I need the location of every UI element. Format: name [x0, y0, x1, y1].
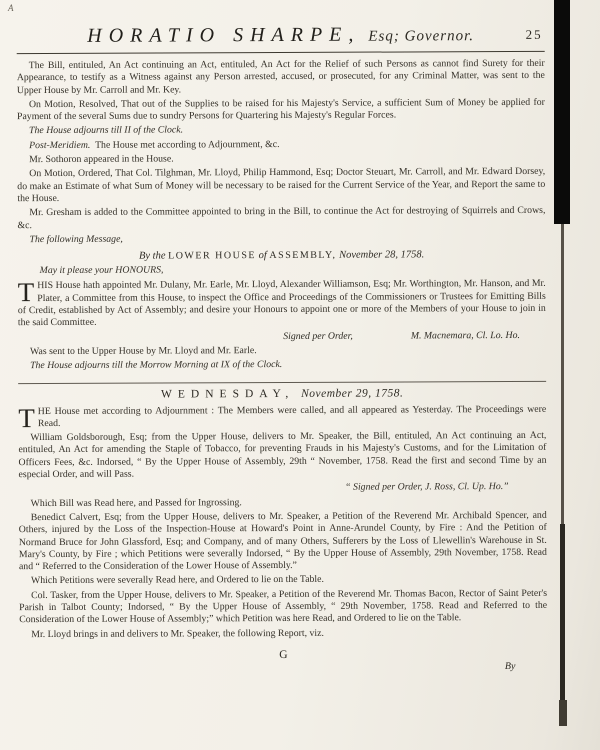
post-meridiem-label: Post-Meridiem. — [29, 139, 91, 151]
paragraph-salutation: May it please your HONOURS, — [39, 264, 164, 277]
paragraph-ingrossing: Which Bill was Read here, and Passed for Ingrossing. — [30, 496, 242, 509]
catchword: By — [504, 660, 516, 672]
paragraph-adjourn-two: The House adjourns till II of the Clock. — [29, 124, 184, 137]
house-met-text: HE House met according to Adjournment : The Members were called, and all appeared as Yesterday. The Proceedings were Read. — [37, 403, 547, 429]
dropcap-initial: T — [18, 402, 35, 433]
governor-title-suffix: Esq; Governor. — [368, 28, 475, 45]
signed-per-order-line-ross: “ Signed per Order, J. Ross, Cl. Up. Ho.” — [345, 481, 509, 494]
signed-per-order-line — [18, 329, 546, 344]
paragraph-post-meridiem — [17, 138, 545, 153]
signed-clerk-name: M. Macnemara, Cl. Lo. Ho. — [410, 329, 520, 342]
scan-corner-mark: A — [8, 3, 14, 13]
paragraph-estimate-order: On Motion, Ordered, That Col. Tilghman, Mr. Lloyd, Philip Hammond, Esq; Doctor Steuart, Mr. Carroll, and Mr. Edward Dorsey, do make an Estimate of what Sum of Money will be necessary to be raised for the Current Service of the Year, and Report the same to the House. — [17, 166, 546, 205]
message-heading-house: LOWER HOUSE — [168, 250, 257, 262]
message-heading-of: of — [258, 250, 267, 262]
paragraph-adjourn-morrow: The House adjourns till the Morrow Morning at IX of the Clock. — [30, 359, 283, 372]
lower-house-message-heading — [18, 249, 546, 262]
paragraph-sothoron: Mr. Sothoron appeared in the House. — [29, 153, 174, 166]
paragraph-lloyd-report: Mr. Lloyd brings in and delivers to Mr. Speaker, the following Report, viz. — [31, 627, 324, 640]
scan-binding-bar — [554, 0, 570, 224]
scan-binding-smudge — [559, 700, 567, 726]
session-day: WEDNESDAY, — [161, 387, 295, 401]
post-meridiem-text: The House met according to Adjournment, &c. — [95, 138, 280, 151]
dropcap-initial: T — [17, 277, 35, 308]
message-heading-by: By the — [138, 250, 166, 262]
session-date: November 29, 1758. — [301, 387, 404, 400]
message-heading-assembly: ASSEMBLY, — [269, 249, 337, 262]
paragraph-message-body — [18, 278, 546, 329]
paragraph-tasker-petition: Col. Tasker, from the Upper House, delivers to Mr. Speaker, a Petition of the Reverend Mr. Thomas Bacon, Rector of Saint Peter's Parish in Talbot County; Indorsed, “ By the Upper House of Assembly, “ 29th November, 1758. Read and Referred to the Consideration of the Lower House of Assembly;” which Petition was here Read, and Ordered to lie on the Table. — [19, 587, 548, 626]
page-header — [17, 23, 545, 48]
paragraph-following-message: The following Message, — [29, 233, 123, 245]
header-rule — [17, 51, 545, 54]
paragraph-sent-upper-house: Was sent to the Upper House by Mr. Lloyd and Mr. Earle. — [29, 345, 257, 358]
paragraph-bill-relief: The Bill, entituled, An Act continuing an Act, entituled, An Act for the Relief of such Persons as cannot find Surety for their Appearance, to testify as a Witness against any Person arrested, accused, or prosecuted, for any Criminal Matter, was sent to the Upper House by Mr. Carroll and Mr. Key. — [16, 57, 545, 96]
scan-binding-line — [561, 224, 564, 524]
signature-mark: G — [279, 648, 288, 661]
governor-title: HORATIO SHARPE, — [87, 23, 361, 47]
page-number: 25 — [525, 26, 543, 42]
paragraph-petitions-table: Which Petitions were severally Read here, and Ordered to lie on the Table. — [30, 574, 324, 587]
page-content — [17, 23, 548, 674]
signed-label: Signed per Order, — [283, 330, 353, 342]
section-divider-rule — [18, 380, 546, 383]
paragraph-goldsborough-bill: William Goldsborough, Esq; from the Upper House, delivers to Mr. Speaker, the Bill, entituled, An Act continuing an Act, entituled, An Act for amending the Staple of Tobacco, for preventing Frauds in his Majesty's Customs, and for the Limitation of Officers Fees, &c. Indorsed, “ By the Upper House of Assembly, 29th “ November, 1758. Read the first and second Time by an especial Order, and will Pass. — [18, 429, 547, 481]
paragraph-house-met — [18, 402, 547, 433]
message-body-text: HIS House hath appointed Mr. Dulany, Mr. Earle, Mr. Lloyd, Alexander Williamson, Esq; Mr. Worthington, Mr. Hanson, and Mr. Plater, a Committee from this House, to inspect the Office and Proceedings of the Commissioners or Trustees for Emitting Bills of Credit, established by Act of Assembly; and desire your Honours to appoint one or more of the Members of your House to join in the said Committee. — [17, 278, 546, 329]
paragraph-calvert-petitions: Benedict Calvert, Esq; from the Upper House, delivers to Mr. Speaker, a Petition of the Reverend Mr. Archibald Spencer, and Others, injured by the Loss of the Inspection-House at Howard's Point in Anne-Arundel County, by Fire : And the Petition of Normand Bruce for John Glassford, Esq; and Company, and of many Others, Sufferers by the Loss of Llewellin's Warehouse in St. Mary's County, by Fire ; which Petitions were severally Indorsed, “ By the Upper House of Assembly, 29th November, 1758. Read and “ Referred to the Consideration of the Lower House of Assembly.” — [18, 509, 547, 573]
paragraph-gresham-committee: Mr. Gresham is added to the Committee appointed to bring in the Bill, to continue the Act for destroying of Squirrels and Crows, &c. — [17, 205, 546, 231]
session-date-heading — [18, 386, 546, 400]
message-heading-date: November 28, 1758. — [339, 249, 425, 261]
scan-binding-line-lower — [560, 524, 565, 709]
paragraph-supplies-resolution: On Motion, Resolved, That out of the Supplies to be raised for his Majesty's Service, a sufficient Sum of Money be applied for Payment of the several Sums due to sundry Persons for Quartering his Majesty's Regular Forces. — [16, 96, 545, 123]
